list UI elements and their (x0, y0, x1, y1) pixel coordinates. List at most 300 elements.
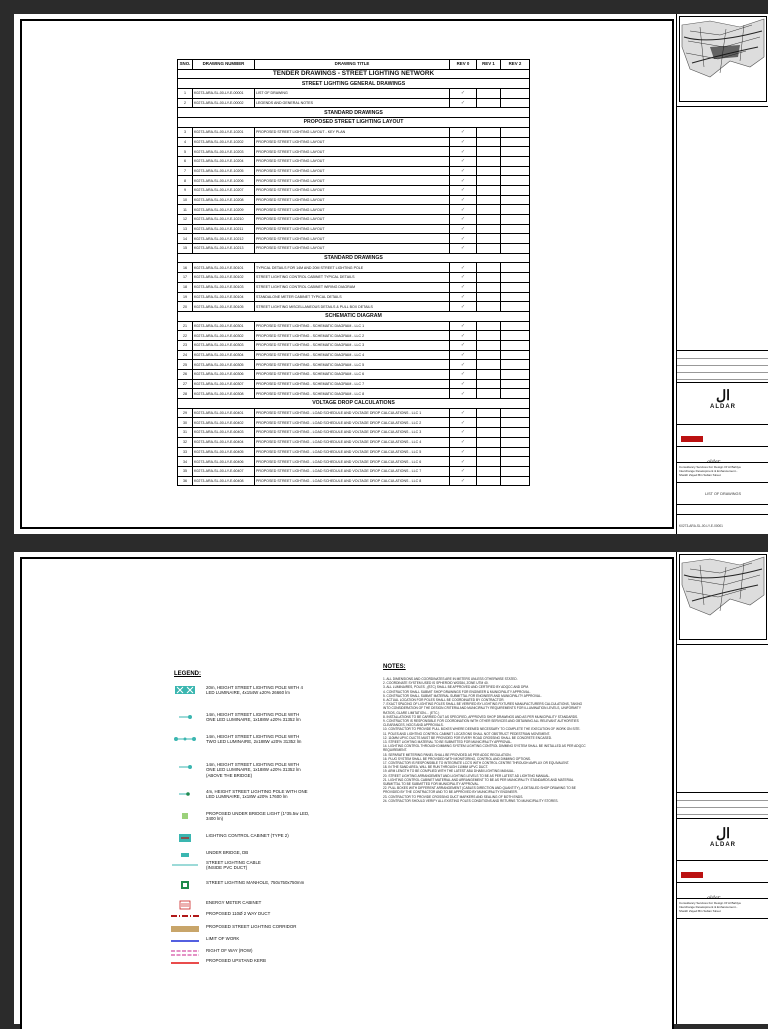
table-row (178, 476, 530, 486)
cell-drawing-title: PROPOSED STREET LIGHTING LAYOUT (255, 234, 450, 244)
cell-sno: 1 (178, 89, 193, 99)
cell-rev1 (477, 302, 501, 312)
table-row (178, 89, 530, 99)
note-item: 15. SEPARATE METERING PANEL SHALL BE PROVIDED AS PER ADDC REGULATION. (383, 752, 512, 757)
cell-sno: 26 (178, 370, 193, 380)
cell-rev2 (501, 176, 530, 186)
table-row (178, 302, 530, 312)
cell-sno: 13 (178, 224, 193, 234)
cell-rev1 (477, 147, 501, 157)
cell-rev1 (477, 292, 501, 302)
cell-drawing-number: K0273-ARA-SL-00-LY-E-60405 (193, 447, 255, 457)
cell-drawing-title: PROPOSED STREET LIGHTING LAYOUT (255, 156, 450, 166)
note-item: 2. COORDINATE SYSTEM USED IS SPHEROID WGS84, ZONE UTM 40. (383, 681, 489, 686)
cell-sno: 24 (178, 350, 193, 360)
cell-rev2 (501, 292, 530, 302)
drawing-list-body (178, 79, 530, 486)
cell-rev2 (501, 447, 530, 457)
cell-sno: 7 (178, 166, 193, 176)
duct-icon (170, 911, 200, 921)
header-rev2: REV 2 (501, 60, 530, 70)
table-header-row (178, 60, 530, 70)
project-description: Consultancy Services For Design Of Al Bahiya Interchange Development & Enhancement - Sheikh Zayed Bin Sultan Street (679, 901, 741, 913)
cell-drawing-number: K0273-ARA-SL-00-LY-E-60305 (193, 360, 255, 370)
table-row (178, 176, 530, 186)
rev0-check-icon: ✓ (450, 437, 477, 447)
cell-rev1 (477, 137, 501, 147)
drawing-title: LIST OF DRAWINGS (704, 492, 742, 496)
cell-drawing-title: PROPOSED STREET LIGHTING - SCHEMATIC DIAGRAM - LLC 5 (255, 360, 450, 370)
section-title: PROPOSED STREET LIGHTING LAYOUT (178, 118, 530, 128)
rev0-check-icon: ✓ (450, 234, 477, 244)
cell-drawing-number: K0273-ARA-SL-00-LY-E-60303 (193, 340, 255, 350)
cell-rev1 (477, 224, 501, 234)
cell-drawing-title: PROPOSED STREET LIGHTING LAYOUT (255, 224, 450, 234)
cell-sno: 25 (178, 360, 193, 370)
cell-drawing-title: PROPOSED STREET LIGHTING - LOAD SCHEDULE AND VOLTAGE DROP CALCULATIONS - LLC 8 (255, 476, 450, 486)
cell-rev2 (501, 466, 530, 476)
cell-drawing-number: K0273-ARA-SL-00-LY-E-10201 (193, 127, 255, 137)
upstand-kerb-icon (170, 958, 200, 968)
note-item: 16. PLUG SYSTEM SHALL BE PROVIDED WITH MONITORING, CONTROL AND DIMMING OPTIONS. (383, 756, 531, 761)
key-plan-map (679, 554, 767, 640)
cell-rev2 (501, 360, 530, 370)
cell-rev2 (501, 244, 530, 254)
cell-rev1 (477, 447, 501, 457)
rev0-check-icon: ✓ (450, 205, 477, 215)
manhole-icon (170, 880, 200, 890)
cell-rev2 (501, 302, 530, 312)
pole-4m-icon (170, 789, 200, 799)
cell-drawing-number: K0273-ARA-SL-00-LY-E-60308 (193, 389, 255, 399)
table-row (178, 224, 530, 234)
cell-rev1 (477, 476, 501, 486)
cell-rev2 (501, 263, 530, 273)
section-row (178, 311, 530, 321)
table-row (178, 331, 530, 341)
cell-sno: 33 (178, 447, 193, 457)
cell-rev2 (501, 137, 530, 147)
section-title: STANDARD DRAWINGS (178, 253, 530, 263)
cell-rev2 (501, 379, 530, 389)
cell-drawing-title: PROPOSED STREET LIGHTING - SCHEMATIC DIAGRAM - LLC 7 (255, 379, 450, 389)
rev0-check-icon: ✓ (450, 137, 477, 147)
cell-drawing-number: K0273-ARA-SL-00-LY-E-60301 (193, 321, 255, 331)
table-row (178, 273, 530, 283)
cell-rev2 (501, 166, 530, 176)
cell-drawing-number: K0273-ARA-SL-00-LY-E-10205 (193, 166, 255, 176)
cell-rev2 (501, 321, 530, 331)
legend-item-label: UNDER BRIDGE, DB (206, 850, 249, 855)
note-item: 7. EXACT SPACING OF LIGHTING POLES SHALL BE VERIFIED BY LIGHTING FIXTURES MANUFACTURERS CALCULATIONS, TAKING INTO CONSIDERATION OF THE DESIGN CRITERIA AND MUNICIPALITY REQUIREMENTS FOR ILLUMINATION LEVELS, UNIFORMITY RATIOS, GLARE LIMITATION.... (ETC.) (383, 702, 583, 715)
note-item: 8. INSTALLATIONS TO BE CARRIED OUT AS SPECIFIED, APPROVED SHOP DRAWINGS AND AS PER MUNICIPALITY STANDARDS. (383, 714, 579, 719)
rev0-check-icon: ✓ (450, 127, 477, 137)
cell-rev1 (477, 244, 501, 254)
cell-drawing-number: K0273-ARA-SL-00-LY-E-60401 (193, 408, 255, 418)
cell-drawing-title: PROPOSED STREET LIGHTING LAYOUT (255, 205, 450, 215)
table-row (178, 244, 530, 254)
project-description: Consultancy Services For Design Of Al Bahiya Interchange Development & Enhancement - Sheikh Zayed Bin Sultan Street (679, 465, 741, 477)
cell-rev1 (477, 156, 501, 166)
cell-sno: 9 (178, 185, 193, 195)
cell-sno: 4 (178, 137, 193, 147)
rev0-check-icon: ✓ (450, 195, 477, 205)
cell-rev1 (477, 370, 501, 380)
cell-drawing-number: K0273-ARA-SL-00-LY-E-50104 (193, 292, 255, 302)
cell-sno: 20 (178, 302, 193, 312)
rev0-check-icon: ✓ (450, 408, 477, 418)
cell-sno: 29 (178, 408, 193, 418)
cell-drawing-number: K0273-ARA-SL-00-LY-E-10210 (193, 215, 255, 225)
note-item: 14. LIGHTING CONTROL THROUGH DIMMING SYSTEM LIGHTING CONTROL DIMMING SYSTEM SHALL BE INSTALLED AS PER ADQCC REQUIREMENT. (383, 744, 586, 753)
legend-item-label: 14m, HEIGHT STREET LIGHTING POLE WITH ONE LED LUMINAIRE, 1x188W ±20% 31352 lm (206, 712, 301, 723)
cell-rev2 (501, 428, 530, 438)
note-item: 21. LIGHTING CONTROL CABINET MATERIAL AND ARRANGEMENT TO BE AS PER MUNICIPALITY STANDARDS AND MATERIAL SUBMITTAL TO BE SUBMITTED FOR MUNICIPALITY APPROVAL. (383, 777, 574, 787)
cell-drawing-title: PROPOSED STREET LIGHTING - LOAD SCHEDULE AND VOLTAGE DROP CALCULATIONS - LLC 5 (255, 447, 450, 457)
cell-sno: 27 (178, 379, 193, 389)
header-sno: SNO. (178, 60, 193, 70)
cell-drawing-title: PROPOSED STREET LIGHTING LAYOUT (255, 166, 450, 176)
cell-rev1 (477, 176, 501, 186)
right-of-way-icon (170, 948, 200, 958)
cell-sno: 18 (178, 282, 193, 292)
client-logo: ال ALDAR (710, 389, 736, 410)
cell-drawing-title: PROPOSED STREET LIGHTING - LOAD SCHEDULE AND VOLTAGE DROP CALCULATIONS - LLC 3 (255, 428, 450, 438)
table-main-title-row (178, 69, 530, 79)
legend-item-label: PROPOSED UNDER BRIDGE LIGHT (1*35.5w LED, 3400 lm) (206, 811, 310, 822)
cell-drawing-title: TYPICAL DETAILS FOR 14M AND 20M STREET LIGHTING POLE (255, 263, 450, 273)
cell-sno: 19 (178, 292, 193, 302)
table-row (178, 340, 530, 350)
note-item: 22. PULL BOXES WITH DIFFERENT ARRANGEMENT (CABLES DIRECTION AND QUANTITY), A DETAILED SHOP DRAWING TO BE PROVIDED BY THE CONTRACTOR AND TO BE APPROVED BY MUNICIPALITY ENGINEER. (383, 786, 576, 795)
rev0-check-icon: ✓ (450, 428, 477, 438)
cell-rev2 (501, 476, 530, 486)
rev0-check-icon: ✓ (450, 263, 477, 273)
cell-drawing-number: K0273-ARA-SL-00-LY-E-10207 (193, 185, 255, 195)
note-item: 1. ALL DIMENSIONS AND COORDINATES ARE IN METERS UNLESS OTHERWISE STATED. (383, 677, 518, 681)
cell-drawing-number: K0273-ARA-SL-00-LY-E-10209 (193, 205, 255, 215)
cell-rev2 (501, 408, 530, 418)
note-item: 13. STREET LIGHTING MATERIAL TO BE SUBMITTED FOR MUNICIPALITY APPROVAL. (383, 740, 512, 745)
section-row (178, 118, 530, 128)
legend-item-label: STREET LIGHTING MANHOLE, 750x750x750mm (206, 880, 305, 885)
note-item: 23. CONTRACTOR TO PROVIDE CROSSING DUCT MARKERS AND SEALING OF BOTH ENDS. (383, 794, 524, 799)
cell-rev1 (477, 98, 501, 108)
cell-drawing-title: PROPOSED STREET LIGHTING - SCHEMATIC DIAGRAM - LLC 3 (255, 340, 450, 350)
legend-item-label: PROPOSED UPSTAND KERB (206, 958, 266, 963)
table-row (178, 147, 530, 157)
cell-rev1 (477, 205, 501, 215)
section-row (178, 108, 530, 118)
rev0-check-icon: ✓ (450, 457, 477, 467)
cell-drawing-number: K0273-ARA-SL-00-LY-E-10206 (193, 176, 255, 186)
cell-drawing-number: K0273-ARA-SL-00-LY-E-50103 (193, 282, 255, 292)
cell-rev1 (477, 331, 501, 341)
section-row (178, 253, 530, 263)
table-row (178, 137, 530, 147)
cell-sno: 16 (178, 263, 193, 273)
cable-icon (170, 860, 200, 870)
rev0-check-icon: ✓ (450, 302, 477, 312)
note-item: 5. CONTRACTOR SHALL SUBMIT MATERIAL SUBMITTAL FOR ENGINEER AND MUNICIPALITY APPROVAL. (383, 693, 542, 698)
cell-drawing-title: PROPOSED STREET LIGHTING LAYOUT (255, 137, 450, 147)
cell-drawing-number: K0273-ARA-SL-00-LY-E-00001 (193, 89, 255, 99)
table-row (178, 437, 530, 447)
cell-rev2 (501, 370, 530, 380)
cell-rev1 (477, 389, 501, 399)
cell-rev1 (477, 273, 501, 283)
note-item: 20. STREET LIGHTING ARRANGEMENT AND LIGHTING LEVELS TO BE AS PER LATEST AD LIGHTING MANUAL. (383, 773, 551, 778)
cell-sno: 23 (178, 340, 193, 350)
cell-rev2 (501, 273, 530, 283)
table-row (178, 292, 530, 302)
table-row (178, 370, 530, 380)
cell-rev2 (501, 215, 530, 225)
note-item: 18. IN THE SAND AREA, WILL BE RUN THROUGH 110MM UPVC DUCT. (383, 765, 489, 770)
cell-rev2 (501, 234, 530, 244)
table-row (178, 156, 530, 166)
rev0-check-icon: ✓ (450, 176, 477, 186)
cell-drawing-title: PROPOSED STREET LIGHTING - LOAD SCHEDULE AND VOLTAGE DROP CALCULATIONS - LLC 1 (255, 408, 450, 418)
cell-rev2 (501, 224, 530, 234)
key-plan-map (679, 16, 767, 102)
table-row (178, 234, 530, 244)
section-row (178, 79, 530, 89)
table-row (178, 408, 530, 418)
cell-sno: 10 (178, 195, 193, 205)
cell-rev2 (501, 156, 530, 166)
pole-14m-double-icon (170, 734, 200, 744)
legend-item-label: PROPOSED 110Ø 2 WAY DUCT (206, 911, 271, 916)
cell-sno: 22 (178, 331, 193, 341)
client-logo: ال ALDAR (710, 827, 736, 848)
cell-drawing-number: K0273-ARA-SL-00-LY-E-60302 (193, 331, 255, 341)
cell-drawing-title: LIST OF DRAWING (255, 89, 450, 99)
cell-drawing-number: K0273-ARA-SL-00-LY-E-00002 (193, 98, 255, 108)
title-block (676, 552, 768, 1024)
cell-rev1 (477, 340, 501, 350)
table-row (178, 282, 530, 292)
rev0-check-icon: ✓ (450, 321, 477, 331)
cell-drawing-title: STREET LIGHTING MISCELLANEOUS DETAILS & PULL BOX DETAILS (255, 302, 450, 312)
cell-rev1 (477, 379, 501, 389)
cell-rev1 (477, 166, 501, 176)
cell-rev1 (477, 263, 501, 273)
cell-drawing-title: PROPOSED STREET LIGHTING - LOAD SCHEDULE AND VOLTAGE DROP CALCULATIONS - LLC 4 (255, 437, 450, 447)
table-row (178, 389, 530, 399)
legend-item-label: LIMIT OF WORK (206, 936, 240, 941)
rev0-check-icon: ✓ (450, 166, 477, 176)
notes-title: NOTES: (383, 664, 406, 670)
cell-drawing-number: K0273-ARA-SL-00-LY-E-10204 (193, 156, 255, 166)
legend-item-label: ENERGY METER CABINET (206, 900, 262, 905)
rev0-check-icon: ✓ (450, 447, 477, 457)
legend-title: LEGEND: (174, 671, 201, 677)
rev0-check-icon: ✓ (450, 379, 477, 389)
cell-drawing-number: K0273-ARA-SL-00-LY-E-60406 (193, 457, 255, 467)
legend-item-label: 4m, HEIGHT STREET LIGHTING POLE WITH ONE LED LUMINAIRE, 1x18W ±20% 17600 lm (206, 789, 308, 800)
rev0-check-icon: ✓ (450, 273, 477, 283)
cell-rev1 (477, 185, 501, 195)
key-plan-sketch (680, 555, 766, 639)
table-row (178, 205, 530, 215)
cell-drawing-title: PROPOSED STREET LIGHTING - SCHEMATIC DIAGRAM - LLC 2 (255, 331, 450, 341)
rev0-check-icon: ✓ (450, 224, 477, 234)
general-notes (383, 677, 588, 803)
cell-rev1 (477, 89, 501, 99)
table-row (178, 98, 530, 108)
table-row (178, 185, 530, 195)
cell-drawing-title: STREET LIGHTING CONTROL CABINET TYPICAL DETAILS (255, 273, 450, 283)
control-cabinet-icon (170, 833, 200, 843)
cell-drawing-title: PROPOSED STREET LIGHTING - LOAD SCHEDULE AND VOLTAGE DROP CALCULATIONS - LLC 2 (255, 418, 450, 428)
legend-item-label: 14m, HEIGHT STREET LIGHTING POLE WITH TWO LED LUMINAIRE, 2x188W ±20% 31352 lm (206, 734, 302, 745)
drawing-list-table (177, 59, 530, 486)
cell-rev2 (501, 185, 530, 195)
table-row (178, 215, 530, 225)
cell-drawing-title: STREET LIGHTING CONTROL CABINET WIRING DIAGRAM (255, 282, 450, 292)
meter-cabinet-icon (170, 900, 200, 910)
rev0-check-icon: ✓ (450, 89, 477, 99)
header-rev1: REV 1 (477, 60, 501, 70)
cell-rev2 (501, 205, 530, 215)
note-item: 10. CONTRACTOR TO PROVIDE PULL BOXES WHERE DEEMED NECESSARY TO COMPLETE THE EXECUTION OF WORK ON SITE. (383, 727, 581, 732)
header-rev0: REV 0 (450, 60, 477, 70)
table-row (178, 428, 530, 438)
under-bridge-light-icon (170, 811, 200, 821)
note-item: 19. ARM LENGTH TO BE COMPLIED WITH THE LATEST ABU DHABI LIGHTING MANUAL. (383, 769, 515, 774)
rev0-check-icon: ✓ (450, 331, 477, 341)
table-row (178, 263, 530, 273)
cell-rev2 (501, 195, 530, 205)
cell-rev1 (477, 457, 501, 467)
rev0-check-icon: ✓ (450, 156, 477, 166)
cell-drawing-title: STANDALONE METER CABINET TYPICAL DETAILS (255, 292, 450, 302)
cell-sno: 8 (178, 176, 193, 186)
cell-rev2 (501, 98, 530, 108)
cell-drawing-title: PROPOSED STREET LIGHTING - SCHEMATIC DIAGRAM - LLC 4 (255, 350, 450, 360)
section-row (178, 399, 530, 409)
cell-rev2 (501, 127, 530, 137)
cell-rev1 (477, 466, 501, 476)
note-item: 9. CONTRACTOR IS RESPONSIBLE FOR COORDINATION WITH OTHER SERVICES AND OBTAINING ALL RELEVANT AUTHORITIES CLEARANCES, NOCS AND APPROVALS. (383, 719, 579, 728)
table-row (178, 166, 530, 176)
cell-drawing-title: PROPOSED STREET LIGHTING LAYOUT (255, 147, 450, 157)
table-row (178, 321, 530, 331)
legend-item-label: STREET LIGHTING CABLE (INSIDE PVC DUCT) (206, 860, 261, 871)
signature: aldar (707, 459, 721, 465)
cell-sno: 5 (178, 147, 193, 157)
cell-rev2 (501, 418, 530, 428)
table-row (178, 350, 530, 360)
cell-drawing-number: K0273-ARA-SL-00-LY-E-60407 (193, 466, 255, 476)
legend-item-label: PROPOSED STREET LIGHTING CORRIDOR (206, 924, 297, 929)
cell-rev2 (501, 389, 530, 399)
note-item: 3. ALL LUMINAIRES, POLES , (BTC) SHALL BE APPROVED AND CERTIFIED BY ADQCC AND DPM. (383, 685, 529, 690)
title-block (676, 14, 768, 534)
cell-drawing-number: K0273-ARA-SL-00-LY-E-60306 (193, 370, 255, 380)
cell-sno: 28 (178, 389, 193, 399)
cell-sno: 21 (178, 321, 193, 331)
cell-drawing-number: K0273-ARA-SL-00-LY-E-60402 (193, 418, 255, 428)
under-bridge-db-icon (170, 850, 200, 860)
rev0-check-icon: ✓ (450, 350, 477, 360)
cell-sno: 2 (178, 98, 193, 108)
cell-rev1 (477, 282, 501, 292)
note-item: 6. ACTUAL LOCATION FOR POLES SHALL BE COORDINATED BY CONTRACTOR. (383, 698, 505, 703)
rev0-check-icon: ✓ (450, 389, 477, 399)
cell-rev1 (477, 195, 501, 205)
cell-drawing-number: K0273-ARA-SL-00-LY-E-60408 (193, 476, 255, 486)
table-main-title: TENDER DRAWINGS - STREET LIGHTING NETWORK (178, 69, 530, 79)
cell-drawing-title: PROPOSED STREET LIGHTING LAYOUT (255, 176, 450, 186)
cell-sno: 15 (178, 244, 193, 254)
table-row (178, 360, 530, 370)
cell-drawing-title: PROPOSED STREET LIGHTING - SCHEMATIC DIAGRAM - LLC 8 (255, 389, 450, 399)
cell-sno: 14 (178, 234, 193, 244)
header-drawing-number: DRAWING NUMBER (193, 60, 255, 70)
cell-drawing-title: PROPOSED STREET LIGHTING LAYOUT (255, 195, 450, 205)
table-row (178, 457, 530, 467)
cell-drawing-number: K0273-ARA-SL-00-LY-E-10211 (193, 224, 255, 234)
cell-rev1 (477, 428, 501, 438)
cell-rev1 (477, 408, 501, 418)
rev0-check-icon: ✓ (450, 215, 477, 225)
legend-item-label: RIGHT OF WAY (ROW) (206, 948, 253, 953)
cell-drawing-title: PROPOSED STREET LIGHTING - LOAD SCHEDULE AND VOLTAGE DROP CALCULATIONS - LLC 6 (255, 457, 450, 467)
section-title: VOLTAGE DROP CALCULATIONS (178, 399, 530, 409)
rev0-check-icon: ✓ (450, 292, 477, 302)
cell-drawing-number: K0273-ARA-SL-00-LY-E-10212 (193, 234, 255, 244)
table-row (178, 418, 530, 428)
cell-rev2 (501, 340, 530, 350)
cell-drawing-title: LEGENDS AND GENERAL NOTES (255, 98, 450, 108)
cell-rev2 (501, 350, 530, 360)
cell-rev2 (501, 147, 530, 157)
cell-rev2 (501, 89, 530, 99)
cell-rev1 (477, 360, 501, 370)
cell-rev2 (501, 331, 530, 341)
rev0-check-icon: ✓ (450, 360, 477, 370)
cell-drawing-number: K0273-ARA-SL-00-LY-E-60307 (193, 379, 255, 389)
cell-rev1 (477, 234, 501, 244)
cell-drawing-number: K0273-ARA-SL-00-LY-E-60403 (193, 428, 255, 438)
cell-rev2 (501, 457, 530, 467)
pole-14m-single-icon (170, 712, 200, 722)
cell-drawing-number: K0273-ARA-SL-00-LY-E-50102 (193, 273, 255, 283)
rev0-check-icon: ✓ (450, 476, 477, 486)
table-row (178, 195, 530, 205)
cell-drawing-number: K0273-ARA-SL-00-LY-E-10203 (193, 147, 255, 157)
sheet-list-of-drawings (14, 14, 768, 534)
section-title: STREET LIGHTING GENERAL DRAWINGS (178, 79, 530, 89)
cell-rev1 (477, 127, 501, 137)
cell-sno: 17 (178, 273, 193, 283)
table-row (178, 379, 530, 389)
rev0-check-icon: ✓ (450, 185, 477, 195)
cell-rev1 (477, 350, 501, 360)
note-item: 12. 110MM UPVC DUCTS MUST BE PROVIDED FOR EVERY ROAD CROSSING SHALL BE CONCRETE ENCASED. (383, 735, 552, 740)
cell-rev1 (477, 215, 501, 225)
cell-drawing-number: K0273-ARA-SL-00-LY-E-50101 (193, 263, 255, 273)
cell-drawing-number: K0273-ARA-SL-00-LY-E-10208 (193, 195, 255, 205)
cell-sno: 3 (178, 127, 193, 137)
cell-drawing-number: K0273-ARA-SL-00-LY-E-10202 (193, 137, 255, 147)
cell-rev1 (477, 418, 501, 428)
cell-drawing-number: K0273-ARA-SL-00-LY-E-10213 (193, 244, 255, 254)
section-title: SCHEMATIC DIAGRAM (178, 311, 530, 321)
cell-sno: 11 (178, 205, 193, 215)
